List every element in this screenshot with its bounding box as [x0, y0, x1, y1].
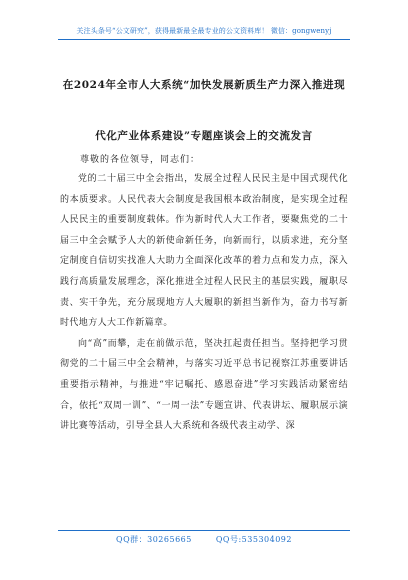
header-note: 关注头条号“公文研究”，获得最新最全最专业的公文资料库！ 微信：gongwenyj — [76, 27, 332, 35]
footer-qq-number: QQ号:535304092 — [215, 535, 292, 544]
body-text — [60, 169, 348, 437]
paragraph: 党的二十届三中全会指出，发展全过程人民民主是中国式现代化的本质要求。人民代表大会制度是我国根本政治制度，是实现全过程人民民主的重要制度载体。作为新时代人大工作者，要聚焦党的二十届三中全会赋予人大的新使命新任务，向新而行，以质求进，充分坚定制度自信切实找准人大助力全面深化改革的着力点和发力点，深入践行高质量发展理念，深化推进全过程人民民主的基层实践，履职尽责、实干争先，充分展现地方人大履职的新担当新作为，奋力书写新时代地方人大工作新篇章。 — [60, 174, 348, 329]
paragraph: 向“高”而攀，走在前做示范，坚决扛起责任担当。坚持把学习贯彻党的二十届三中全会精神，与落实习近平总书记视察江苏重要讲话重要指示精神，与推进“牢记嘱托、感恩奋进”学习实践活动紧密结合，依托“双周一训”、“一周一法”专题宣讲、代表讲坛、履职展示演讲比赛等活动，引导全县人大系统和各级代表主动学、深 — [60, 338, 348, 432]
footer — [0, 534, 408, 545]
footer-divider — [58, 530, 350, 531]
footer-qq-group: QQ群：30265665 — [116, 535, 192, 544]
header-divider — [58, 39, 350, 40]
salutation: 尊敬的各位领导，同志们： — [80, 155, 201, 165]
document-title-line-2: 代化产业体系建设”专题座谈会上的交流发言 — [95, 130, 313, 142]
document-title-line-1: 在2024年全市人大系统“加快发展新质生产力深入推进现 — [62, 79, 346, 91]
